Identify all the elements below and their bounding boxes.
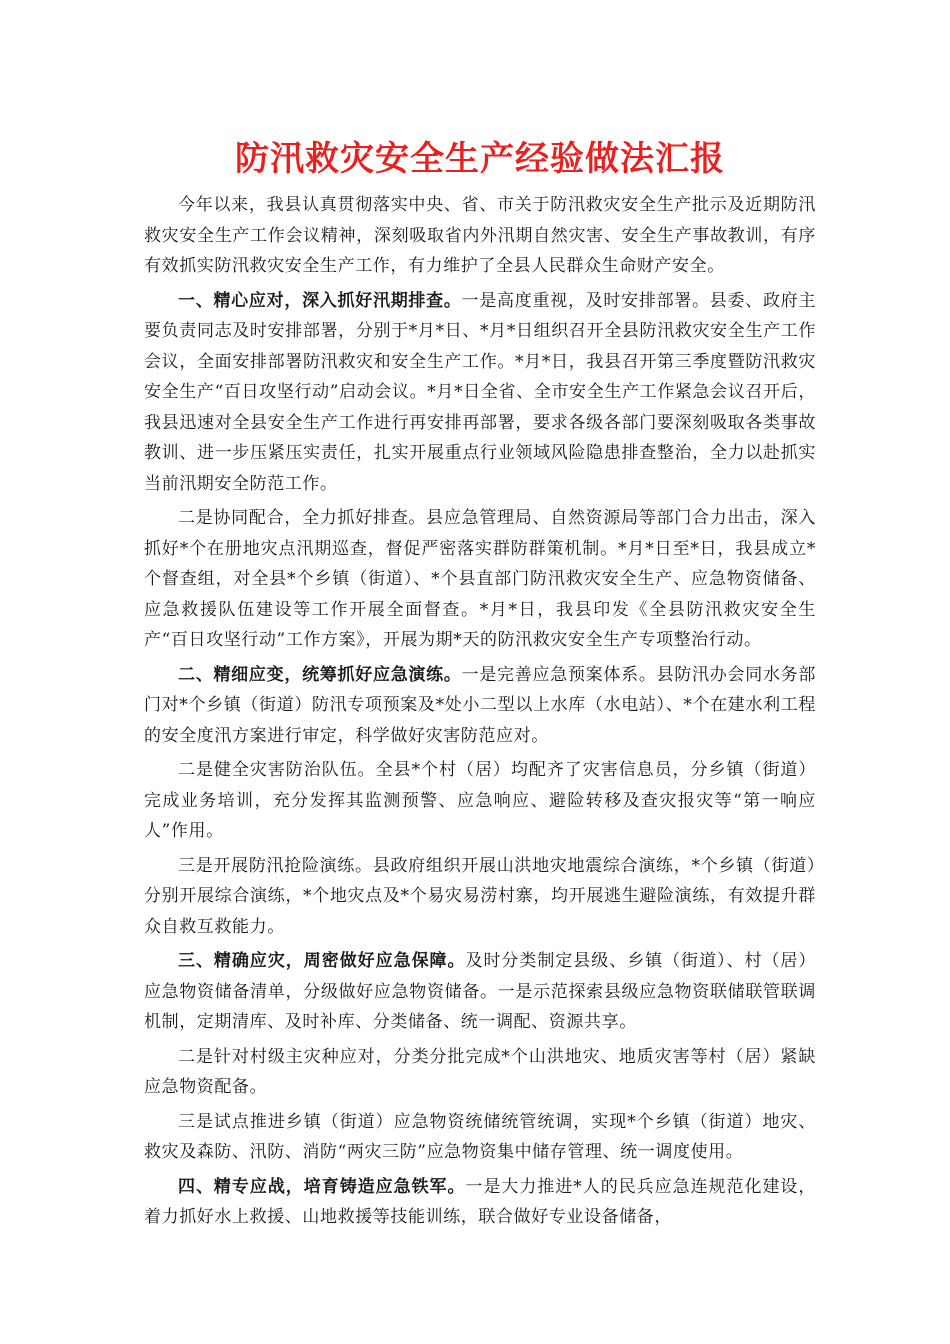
paragraph	[144, 755, 816, 847]
section-heading: 三、精确应灾，周密做好应急保障。	[178, 951, 466, 971]
document-title: 防汛救灾安全生产经验做法汇报	[235, 139, 725, 179]
paragraph	[144, 503, 816, 656]
paragraph-text: 二是针对村级主灾种应对，分类分批完成*个山洪地灾、地质灾害等村（居）紧缺应急物资配备。	[144, 1046, 816, 1097]
section-heading: 二、精细应变，统筹抓好应急演练。	[178, 664, 462, 685]
paragraph-text: 三是开展防汛抢险演练。县政府组织开展山洪地灾地震综合演练，*个乡镇（街道）分别开展综合演练，*个地灾点及*个易灾易涝村寨，均开展逃生避险演练，有效提升群众自救互救能力。	[144, 855, 816, 937]
paragraph	[144, 1107, 816, 1168]
paragraph	[144, 286, 816, 500]
paragraph	[144, 851, 816, 943]
paragraph-text: 二是协同配合，全力抓好排查。县应急管理局、自然资源局等部门合力出击，深入抓好*个在册地灾点汛期巡查，督促严密落实群防群策机制。*月*日至*日，我县成立*个督查组，对全县*个乡镇（街道）、*个县直部门防汛救灾安全生产、应急物资储备、应急救援队伍建设等工作开展全面督查。*月*日，我县印发《全县防汛救灾安全生产“百日攻坚行动”工作方案》，开展为期*天的防汛救灾安全生产专项整治行动。	[144, 508, 816, 650]
paragraph-text: 三是试点推进乡镇（街道）应急物资统储统管统调，实现*个乡镇（街道）地灾、救灾及森防、汛防、消防“两灾三防”应急物资集中储存管理、统一调度使用。	[144, 1111, 816, 1162]
paragraph-text: 一是高度重视，及时安排部署。县委、政府主要负责同志及时安排部署，分别于*月*日、*月*日组织召开全县防汛救灾安全生产工作会议，全面安排部署防汛救灾和安全生产工作。*月*日，我县召开第三季度暨防汛救灾安全生产“百日攻坚行动”启动会议。*月*日全省、全市安全生产工作紧急会议召开后，我县迅速对全县安全生产工作进行再安排再部署，要求各级各部门要深刻吸取各类事故教训、进一步压紧压实责任，扎实开展重点行业领域风险隐患排查整治，全力以赴抓实当前汛期安全防范工作。	[144, 290, 816, 494]
paragraph	[144, 1172, 816, 1233]
section-heading: 四、精专应战，培育铸造应急铁军。	[178, 1176, 466, 1197]
document-page	[144, 130, 816, 1237]
paragraph-text: 二是健全灾害防治队伍。全县*个村（居）均配齐了灾害信息员，分乡镇（街道）完成业务培训，充分发挥其监测预警、应急响应、避险转移及查灾报灾等“第一响应人”作用。	[144, 760, 816, 841]
paragraph-text: 及时分类制定县级、乡镇（街道）、村（居）应急物资储备清单，分级做好应急物资储备。一是示范探索县级应急物资联储联管联调机制，定期清库、及时补库、分类储备、统一调配、资源共享。	[144, 951, 816, 1032]
paragraph-text: 一是完善应急预案体系。县防汛办会同水务部门对*个乡镇（街道）防汛专项预案及*处小二型以上水库（水电站）、*个在建水利工程的安全度汛方案进行审定，科学做好灾害防范应对。	[144, 664, 816, 746]
paragraph-text: 一是大力推进*人的民兵应急连规范化建设，着力抓好水上救援、山地救援等技能训练，联合做好专业设备储备，	[144, 1176, 816, 1227]
section-heading: 一、精心应对，深入抓好汛期排查。	[178, 290, 462, 311]
paragraph	[144, 946, 816, 1038]
paragraph	[144, 190, 816, 282]
paragraph	[144, 660, 816, 752]
paragraph-text: 今年以来，我县认真贯彻落实中央、省、市关于防汛救灾安全生产批示及近期防汛救灾安全生产工作会议精神，深刻吸取省内外汛期自然灾害、安全生产事故教训，有序有效抓实防汛救灾安全生产工作，有力维护了全县人民群众生命财产安全。	[144, 195, 816, 276]
paragraph	[144, 1042, 816, 1103]
